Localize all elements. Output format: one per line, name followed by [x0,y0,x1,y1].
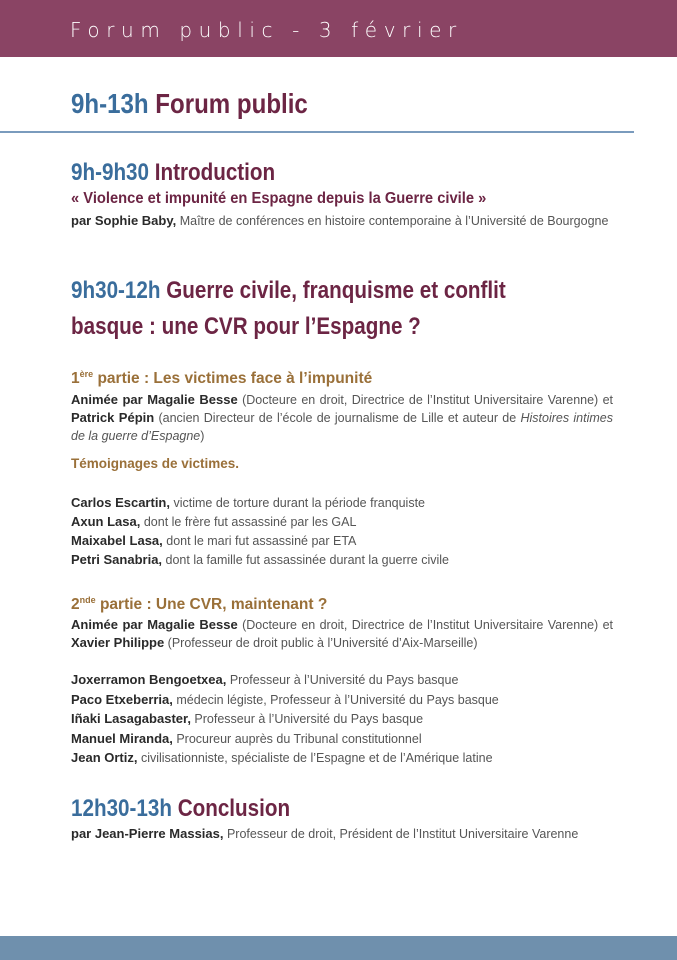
intro-speaker [71,212,613,230]
speaker-name: Maixabel Lasa, [71,533,163,548]
main-time: 9h-13h [71,88,149,119]
part1-mod2-end: ) [200,429,205,443]
main-title: Forum public [155,88,308,119]
intro-speaker-desc: Maître de conférences en histoire contemporaine à l’Université de Bourgogne [176,214,609,228]
conclusion-speaker [71,825,613,843]
speaker-row [71,711,423,726]
part1-book-title: Histoires intimes de la guerre d’Espagne [71,411,613,443]
speaker-row [71,672,458,687]
part2-num: 2 [71,596,80,614]
main-heading [71,88,308,120]
conclusion-speaker-desc: Professeur de droit, Président de l’Institut Universitaire Varenne [223,827,579,841]
speaker-row [71,750,493,765]
part1-moderators [71,391,613,445]
speaker-name: Iñaki Lasagabaster, [71,711,191,726]
intro-title: Introduction [154,159,276,186]
part2-mod2-desc: (Professeur de droit public à l’Université d’Aix-Marseille) [164,636,478,650]
speaker-desc: dont le mari fut assassiné par ETA [162,534,357,548]
part2-sup: nde [79,595,96,605]
part1-mod1-name: Animée par Magalie Besse [71,392,238,407]
speaker-desc: victime de torture durant la période franquiste [170,496,425,510]
conclusion-time: 12h30-13h [71,795,172,822]
header-title: Forum public - 3 février [70,18,463,42]
speaker-name: Carlos Escartin, [71,495,170,510]
part1-mod1-desc: (Docteure en droit, Directrice de l’Institut Universitaire Varenne) et [237,393,613,407]
part2-moderators [71,616,613,652]
conclusion-heading [71,792,290,826]
part1-heading [71,369,372,388]
part1-mod2-name: Patrick Pépin [71,410,155,425]
speaker-name: Petri Sanabria, [71,552,163,567]
speaker-desc: Professeur à l’Université du Pays basque [226,673,459,687]
part1-num: 1 [71,370,80,388]
intro-subtitle: « Violence et impunité en Espagne depuis la Guerre civile » [71,190,487,207]
part2-mod1-name: Animée par Magalie Besse [71,617,238,632]
intro-heading [71,156,275,190]
speaker-desc: dont la famille fut assassinée durant la guerre civile [162,553,450,567]
speaker-desc: médecin légiste, Professeur à l’Université du Pays basque [172,693,499,707]
speaker-row [71,731,422,746]
part2-title: partie : Une CVR, maintenant ? [95,596,328,614]
speaker-row [71,533,356,548]
conclusion-title: Conclusion [177,795,291,822]
heading-divider [0,131,634,133]
header-bar [0,0,677,57]
speaker-desc: Procureur auprès du Tribunal constitutionnel [172,732,422,746]
speaker-row [71,552,449,567]
session-time: 9h30-12h [71,277,161,304]
speaker-desc: dont le frère fut assassiné par les GAL [140,515,357,529]
speaker-name: Axun Lasa, [71,514,141,529]
footer-bar [0,936,677,960]
part1-title: partie : Les victimes face à l’impunité [93,370,373,388]
conclusion-speaker-name: par Jean-Pierre Massias, [71,826,224,841]
intro-time: 9h-9h30 [71,159,150,186]
speaker-name: Joxerramon Bengoetxea, [71,672,227,687]
speaker-name: Paco Etxeberria, [71,692,173,707]
speaker-row [71,514,356,529]
speaker-desc: Professeur à l’Université du Pays basque [190,712,424,726]
speaker-row [71,692,499,707]
intro-speaker-name: par Sophie Baby, [71,213,177,228]
session-heading [71,274,506,308]
part1-mod2-desc: (ancien Directeur de l’école de journalisme de Lille et auteur de [154,411,521,425]
part2-mod1-desc: (Docteure en droit, Directrice de l’Institut Universitaire Varenne) et [237,618,613,632]
speaker-name: Manuel Miranda, [71,731,173,746]
testimonies-label: Témoignages de victimes. [71,456,240,471]
speaker-desc: civilisationniste, spécialiste de l’Espagne et de l’Amérique latine [137,751,493,765]
part2-heading [71,595,327,614]
speaker-name: Jean Ortiz, [71,750,138,765]
session-title-line1: Guerre civile, franquisme et conflit [166,277,506,304]
session-title-line2: basque : une CVR pour l’Espagne ? [71,313,421,340]
part2-mod2-name: Xavier Philippe [71,635,165,650]
part1-sup: ère [79,369,94,379]
speaker-row [71,495,425,510]
